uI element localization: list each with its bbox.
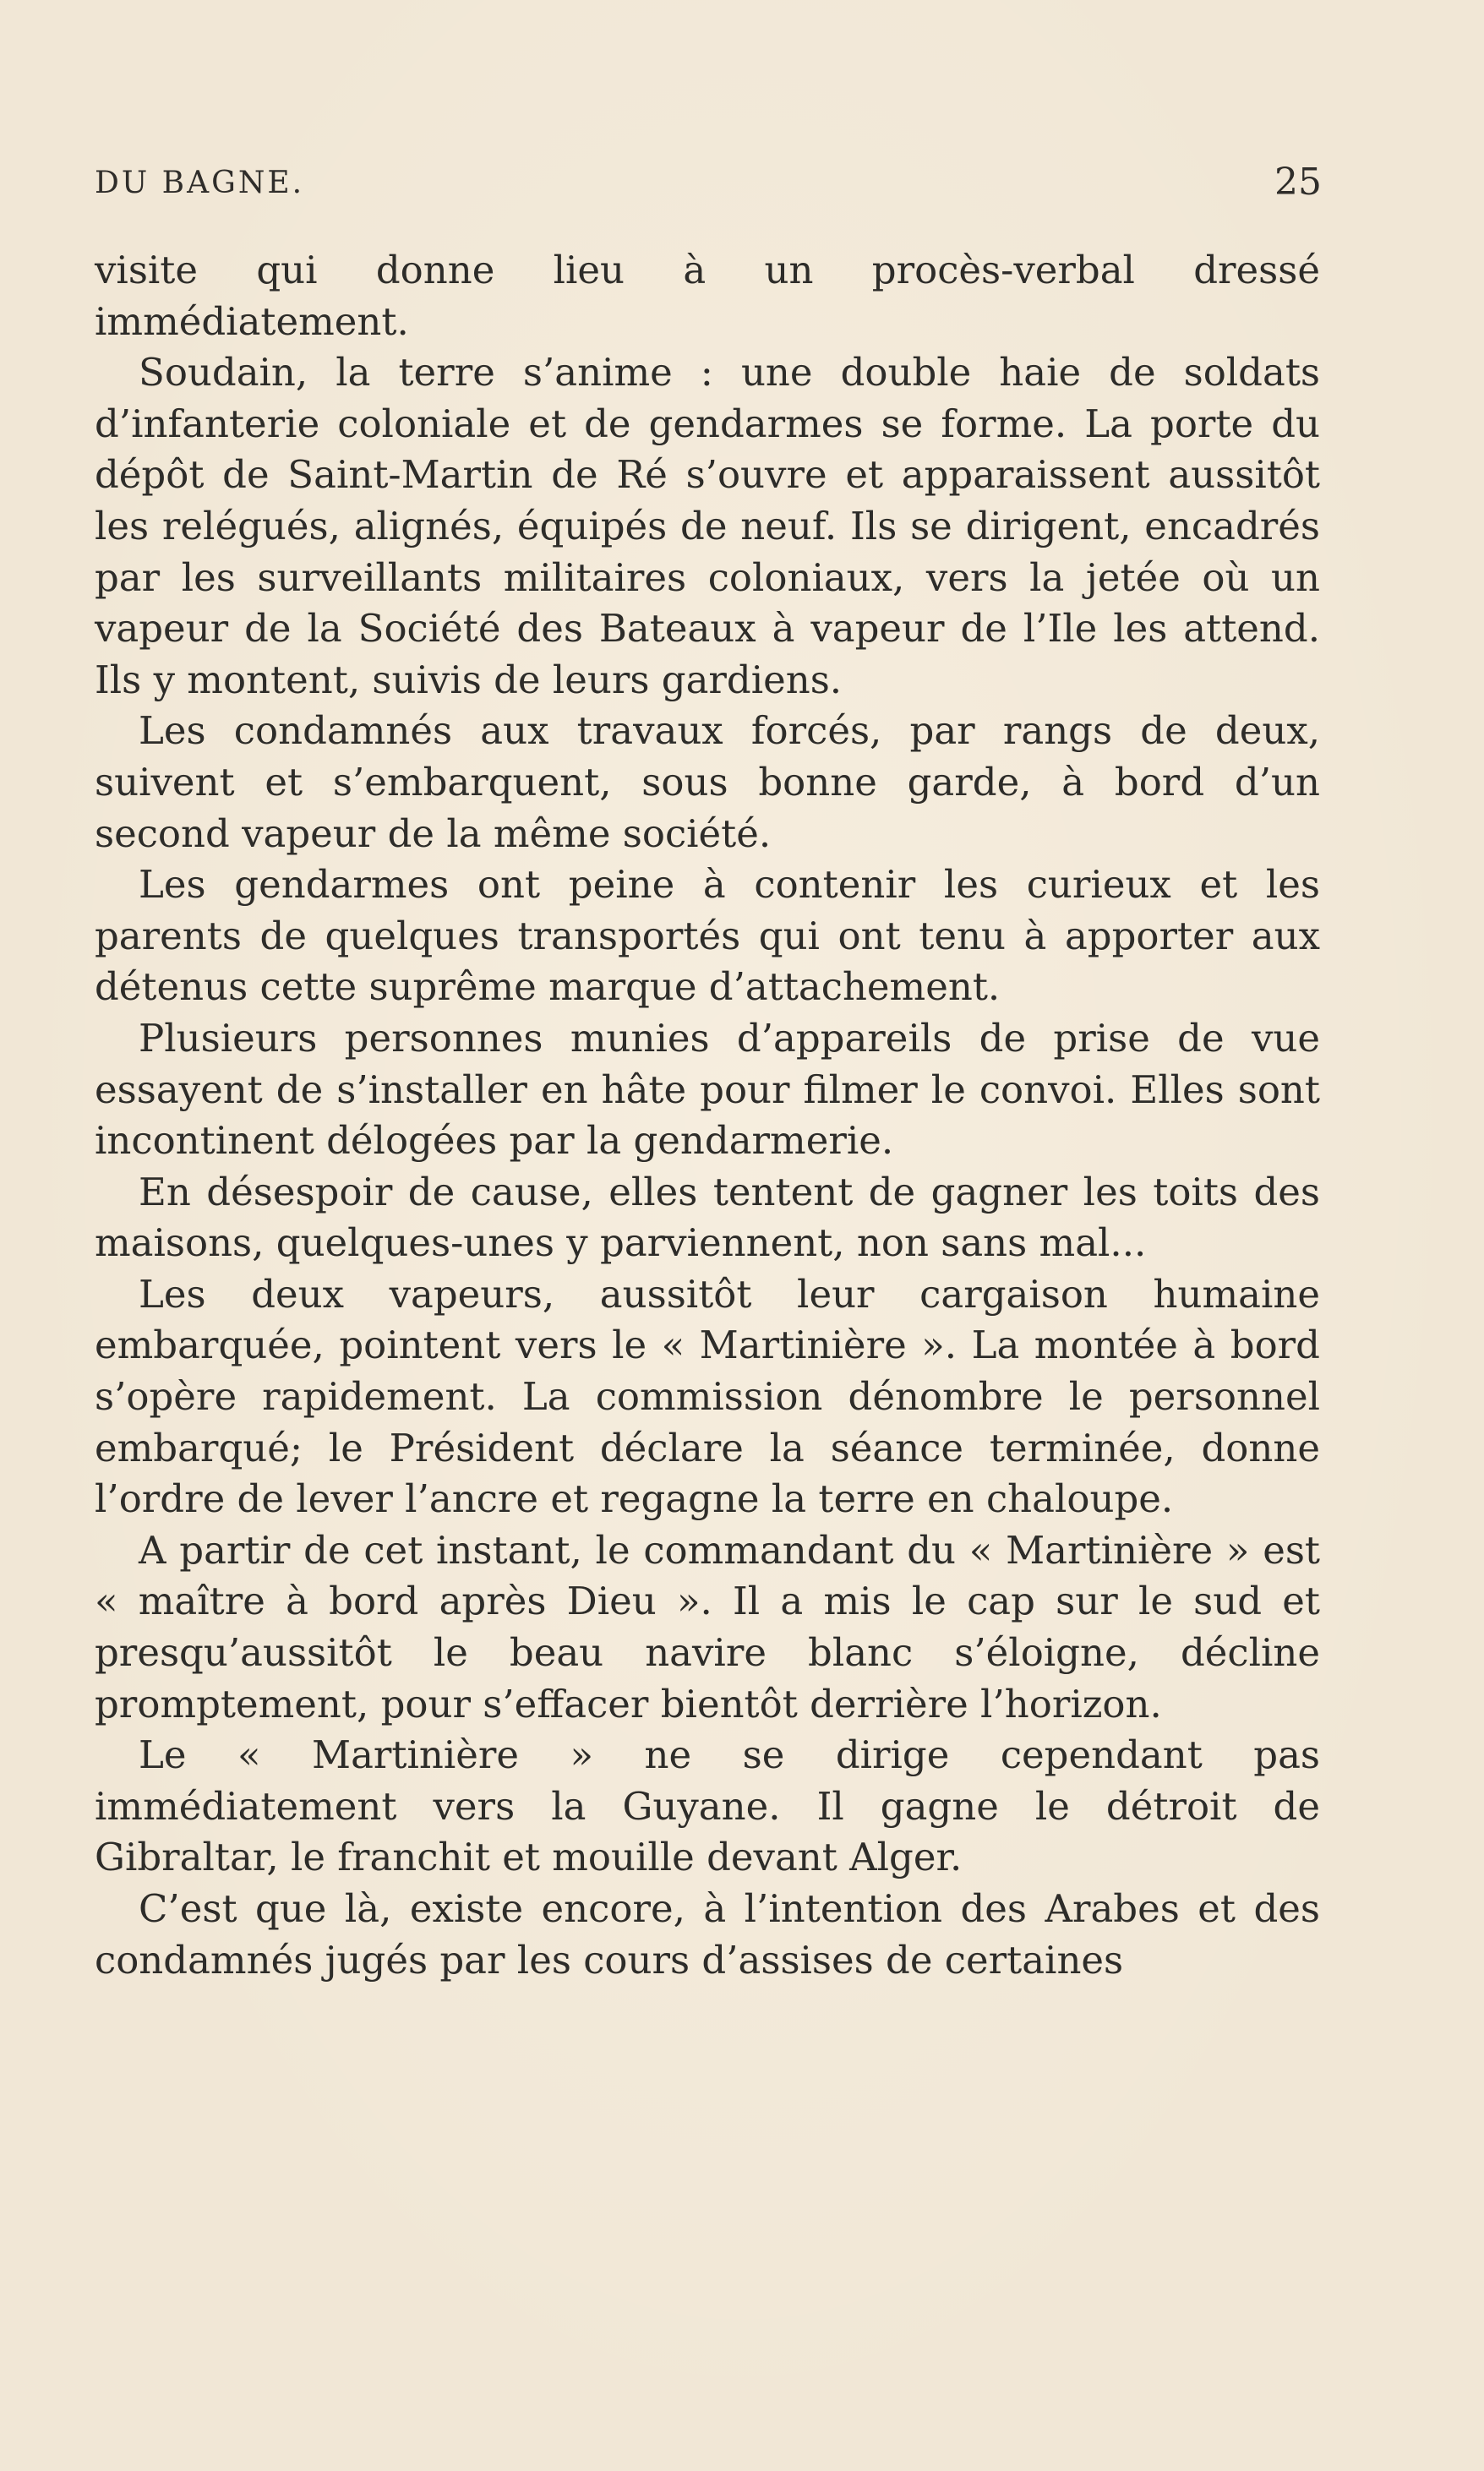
running-title: DU BAGNE. [95, 166, 305, 200]
paragraph: Plusieurs personnes munies d’appareils de prise de vue essayent de s’installer en hâte pour filmer le convoi. Elles sont incontinent délogées par la gendarmerie. [95, 1015, 1320, 1164]
paragraph: En désespoir de cause, elles tentent de gagner les toits des maisons, quelques-unes y parviennent, non sans mal... [95, 1169, 1320, 1266]
paragraph: Les deux vapeurs, aussitôt leur cargaison humaine embarquée, pointent vers le « Martinière ». La montée à bord s’opère rapidement. La commission dénombre le personnel embarqué; le Président déclare la séance terminée, donne l’ordre de lever l’ancre et regagne la terre en chaloupe. [95, 1271, 1320, 1522]
body-text [95, 245, 1320, 1986]
paragraph: A partir de cet instant, le commandant du « Martinière » est « maître à bord après Dieu ». Il a mis le cap sur le sud et presqu’aussitôt le beau navire blanc s’éloigne, décline promptement, pour s’effacer bientôt derrière l’horizon. [95, 1527, 1320, 1726]
paragraph: Les gendarmes ont peine à contenir les curieux et les parents de quelques transportés qui ont tenu à apporter aux détenus cette suprême marque d’attachement. [95, 862, 1320, 1010]
paragraph: Le « Martinière » ne se dirige cependant pas immédiatement vers la Guyane. Il gagne le détroit de Gibraltar, le franchit et mouille devant Alger. [95, 1732, 1320, 1880]
paragraph: Soudain, la terre s’anime : une double haie de soldats d’infanterie coloniale et de gendarmes se forme. La porte du dépôt de Saint-Martin de Ré s’ouvre et apparaissent aussitôt les relégués, alignés, équipés de neuf. Ils se dirigent, encadrés par les surveillants militaires coloniaux, vers la jetée où un vapeur de la Société des Bateaux à vapeur de l’Ile les attend. Ils y montent, suivis de leurs gardiens. [95, 350, 1320, 702]
paragraph: Les condamnés aux travaux forcés, par rangs de deux, suivent et s’embarquent, sous bonne garde, à bord d’un second vapeur de la même société. [95, 708, 1320, 856]
paragraph: visite qui donne lieu à un procès-verbal dressé immédiatement. [95, 248, 1320, 344]
page-number: 25 [1274, 161, 1322, 204]
paragraph: C’est que là, existe encore, à l’intention des Arabes et des condamnés jugés par les cours d’assises de certaines [95, 1886, 1320, 1983]
